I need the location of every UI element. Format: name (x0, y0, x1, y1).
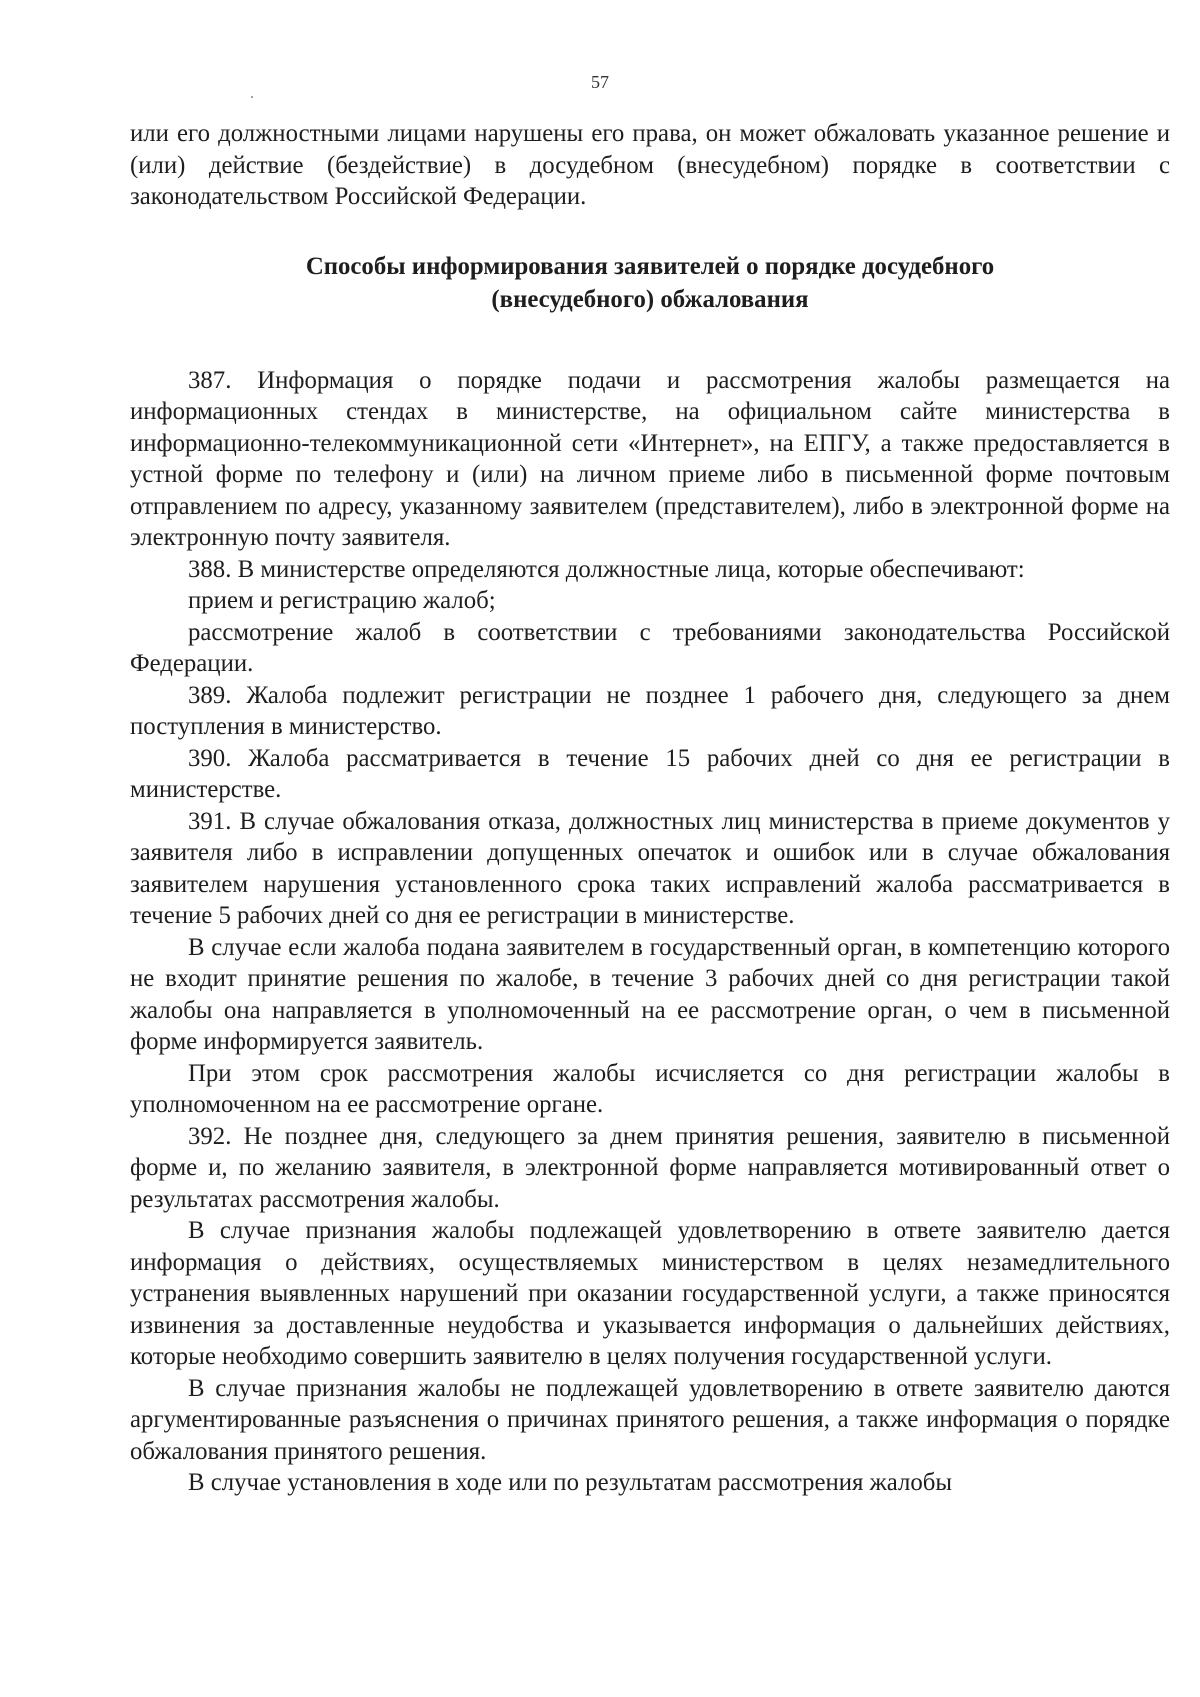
scan-speck (251, 96, 253, 98)
paragraph-391-wrong-authority: В случае если жалоба подана заявителем в государственный орган, в компетенцию которого не входит принятие решения по жалобе, в течение 3 рабочих дней со дня регистрации такой жалобы она направляется в уполномоченный на ее рассмотрение орган, о чем в письменной форме информируется заявитель. (130, 933, 1170, 1055)
intro-paragraph: или его должностными лицами нарушены его права, он может обжаловать указанное решение и (или) действие (бездействие) в досудебном (внесудебном) порядке в соответствии с законодательством Российской Федерации. (130, 120, 1170, 210)
paragraph-391-term: При этом срок рассмотрения жалобы исчисляется со дня регистрации жалобы в уполномоченном на ее рассмотрение органе. (130, 1059, 1170, 1118)
paragraph-392-not-satisfied: В случае признания жалобы не подлежащей удовлетворению в ответе заявителю даются аргументированные разъяснения о причинах принятого решения, а также информация о порядке обжалования принятого решения. (130, 1374, 1170, 1465)
page-number: 57 (591, 72, 609, 92)
page-content (130, 118, 1170, 1499)
paragraph-390: 390. Жалоба рассматривается в течение 15 рабочих дней со дня ее регистрации в министерстве. (130, 744, 1170, 803)
paragraph-392-established: В случае установления в ходе или по результатам рассмотрения жалобы (188, 1469, 953, 1496)
section-heading (130, 250, 1170, 316)
list-item-receive-register: прием и регистрацию жалоб; (188, 587, 496, 614)
section-heading-line-2: (внесудебного) обжалования (491, 285, 809, 313)
section-heading-line-1: Способы информирования заявителей о порядке досудебного (305, 252, 995, 280)
paragraph-388: 388. В министерстве определяются должностные лица, которые обеспечивают: (188, 555, 1025, 583)
paragraph-389: 389. Жалоба подлежит регистрации не позднее 1 рабочего дня, следующего за днем поступления в министерство. (130, 681, 1170, 740)
list-item-review: рассмотрение жалоб в соответствии с требованиями законодательства Российской Федерации. (130, 618, 1170, 677)
paragraph-392: 392. Не позднее дня, следующего за днем принятия решения, заявителю в письменной форме и, по желанию заявителя, в электронной форме направляется мотивированный ответ о результатах рассмотрения жалобы. (130, 1122, 1170, 1213)
paragraph-392-satisfied: В случае признания жалобы подлежащей удовлетворению в ответе заявителю дается информация о действиях, осуществляемых министерством в целях незамедлительного устранения выявленных нарушений при оказании государственной услуги, а также приносятся извинения за доставленные неудобства и указывается информация о дальнейших действиях, которые необходимо совершить заявителю в целях получения государственной услуги. (130, 1217, 1170, 1370)
paragraph-387: 387. Информация о порядке подачи и рассмотрения жалобы размещается на информационных стендах в министерстве, на официальном сайте министерства в информационно-телекоммуникационной сети «Интернет», на ЕПГУ, а также предоставляется в устной форме по телефону и (или) на личном приеме либо в письменной форме почтовым отправлением по адресу, указанному заявителем (представителем), либо в электронной форме на электронную почту заявителя. (130, 366, 1170, 551)
paragraph-391: 391. В случае обжалования отказа, должностных лиц министерства в приеме документов у заявителя либо в исправлении допущенных опечаток и ошибок или в случае обжалования заявителем нарушения установленного срока таких исправлений жалоба рассматривается в течение 5 рабочих дней со дня ее регистрации в министерстве. (130, 807, 1170, 929)
